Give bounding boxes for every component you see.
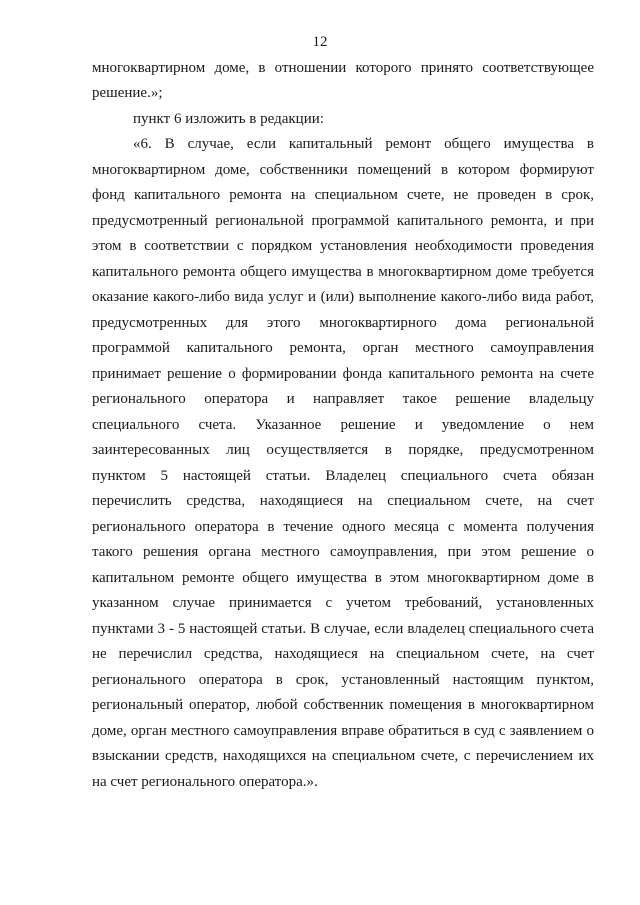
text-line: «6. В случае, если капитальный ремонт общего имущества в: [133, 136, 594, 152]
text-line: заинтересованных лиц осуществляется в порядке, предусмотренном: [92, 442, 594, 458]
text-line: решение.»;: [92, 85, 163, 101]
text-line: регионального оператора и направляет такое решение владельцу: [92, 391, 594, 407]
text-line: предусмотренный региональной программой капитального ремонта, и при: [92, 213, 594, 229]
text-line: взыскании средств, находящихся на специальном счете, с перечислением их: [92, 748, 594, 764]
text-line: доме, орган местного самоуправления вправе обратиться в суд с заявлением о: [92, 723, 594, 739]
text-line: регионального оператора в течение одного месяца с момента получения: [92, 519, 594, 535]
text-line: такого решения органа местного самоуправления, при этом решение о: [92, 544, 594, 560]
text-line: программой капитального ремонта, орган местного самоуправления: [92, 340, 594, 356]
text-line: пункт 6 изложить в редакции:: [133, 111, 324, 127]
text-line: пунктами 3 - 5 настоящей статьи. В случае, если владелец специального счета: [92, 621, 594, 637]
text-line: пунктом 5 настоящей статьи. Владелец специального счета обязан: [92, 468, 594, 484]
text-line: многоквартирном доме, в отношении которого принято соответствующее: [92, 60, 594, 76]
text-line: капитального ремонта общего имущества в многоквартирном доме требуется: [92, 264, 594, 280]
text-line: специального счета. Указанное решение и уведомление о нем: [92, 417, 594, 433]
text-line: на счет регионального оператора.».: [92, 774, 318, 790]
text-line: оказание какого-либо вида услуг и (или) выполнение какого-либо вида работ,: [92, 289, 594, 305]
text-line: принимает решение о формировании фонда капитального ремонта на счете: [92, 366, 594, 382]
text-line: перечислить средства, находящиеся на специальном счете, на счет: [92, 493, 594, 509]
text-line: регионального оператора в срок, установленный настоящим пунктом,: [92, 672, 594, 688]
text-line: не перечислил средства, находящиеся на специальном счете, на счет: [92, 646, 594, 662]
text-line: региональный оператор, любой собственник помещения в многоквартирном: [92, 697, 594, 713]
text-line: указанном случае принимается с учетом требований, установленных: [92, 595, 594, 611]
text-line: фонд капитального ремонта на специальном счете, не проведен в срок,: [92, 187, 594, 203]
text-line: предусмотренных для этого многоквартирного дома региональной: [92, 315, 594, 331]
page-number: 12: [312, 34, 328, 50]
text-line: этом в соответствии с порядком установления необходимости проведения: [92, 238, 594, 254]
text-line: капитальном ремонте общего имущества в этом многоквартирном доме в: [92, 570, 594, 586]
text-line: многоквартирном доме, собственники помещений в котором формируют: [92, 162, 594, 178]
